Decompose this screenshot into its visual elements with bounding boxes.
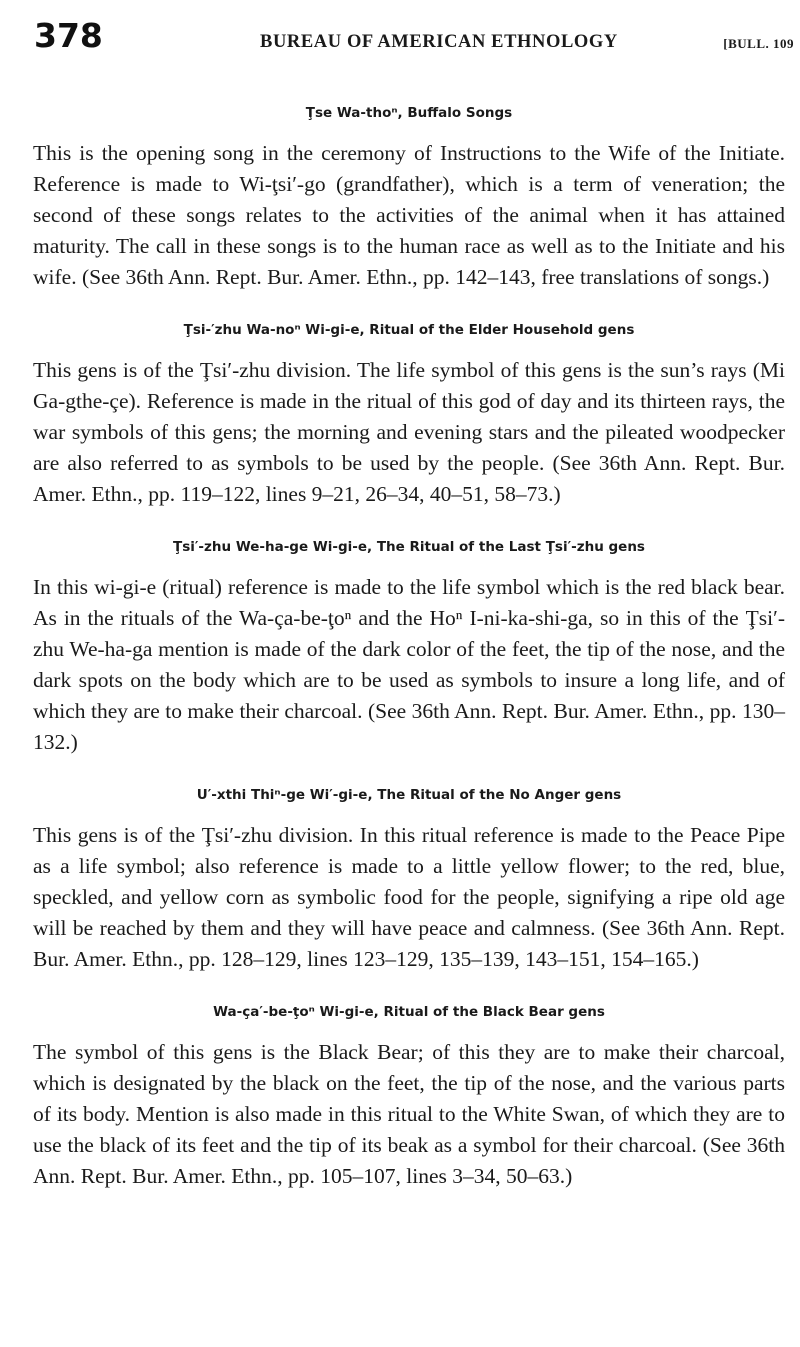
bulletin-tag: [BULL. 109 xyxy=(723,36,794,51)
section-no-anger xyxy=(33,784,785,975)
section-paragraph: This gens is of the Ţsi′-zhu division. In this ritual reference is made to the Peace Pipe as a life symbol; also reference is made to a little yellow flower; to the red, blue, speckled, and yellow corn as symbolic food for the people, signifying a ripe old age will be reached by them and they will have peace and calmness. (See 36th Ann. Rept. Bur. Amer. Ethn., pp. 128–129, lines 123–129, 135–139, 143–151, 154–165.) xyxy=(33,823,785,971)
page-content xyxy=(33,102,785,1218)
section-black-bear xyxy=(33,1001,785,1192)
page-header xyxy=(34,16,794,66)
section-heading: Ţsi-′zhu Wa-noⁿ Wi-gi-e, Ritual of the Elder Household gens xyxy=(183,322,635,338)
section-paragraph: The symbol of this gens is the Black Bear; of this they are to make their charcoal, which is designated by the black on the feet, the tip of the nose, and the various parts of its body. Mention is also made in this ritual to the White Swan, of which they are to use the black of its feet and the tip of its beak as a symbol for their charcoal. (See 36th Ann. Rept. Bur. Amer. Ethn., pp. 105–107, lines 3–34, 50–63.) xyxy=(33,1040,785,1188)
section-paragraph: This gens is of the Ţsi′-zhu division. The life symbol of this gens is the sun’s rays (Mi Ga-gthe-çe). Reference is made in the ritual of this god of day and its thirteen rays, the war symbols of this gens; the morning and evening stars and the pileated woodpecker are also referred to as symbols to be used by the people. (See 36th Ann. Rept. Bur. Amer. Ethn., pp. 119–122, lines 9–21, 26–34, 40–51, 58–73.) xyxy=(33,358,785,506)
section-heading: Ţse Wa-thoⁿ, Buffalo Songs xyxy=(305,105,513,121)
page-number: 378 xyxy=(34,16,103,55)
section-heading: Wa-ça′-be-ţoⁿ Wi-gi-e, Ritual of the Black Bear gens xyxy=(213,1004,605,1020)
section-elder-household xyxy=(33,319,785,510)
section-paragraph: In this wi-gi-e (ritual) reference is made to the life symbol which is the red black bear. As in the rituals of the Wa-ça-be-ţoⁿ and the Hoⁿ I-ni-ka-shi-ga, so in this of the Ţsi′-zhu We-ha-ga mention is made of the dark color of the feet, the tip of the nose, and the dark spots on the body which are to be used as symbols to insure a long life, and of which they are to make their charcoal. (See 36th Ann. Rept. Bur. Amer. Ethn., pp. 130–132.) xyxy=(33,575,785,754)
section-buffalo-songs xyxy=(33,102,785,293)
running-head: BUREAU OF AMERICAN ETHNOLOGY xyxy=(260,32,618,52)
section-last-tsizhu xyxy=(33,536,785,758)
section-heading: U′-xthi Thiⁿ-ge Wi′-gi-e, The Ritual of the No Anger gens xyxy=(196,787,622,803)
section-paragraph: This is the opening song in the ceremony of Instructions to the Wife of the Initiate. Reference is made to Wi-ţsi′-go (grandfather), which is a term of veneration; the second of these songs relates to the activities of the animal when it has attained maturity. The call in these songs is to the human race as well as to the Initiate and his wife. (See 36th Ann. Rept. Bur. Amer. Ethn., pp. 142–143, free translations of songs.) xyxy=(33,141,785,289)
section-heading: Ţsi′-zhu We-ha-ge Wi-gi-e, The Ritual of the Last Ţsi′-zhu gens xyxy=(173,539,645,555)
